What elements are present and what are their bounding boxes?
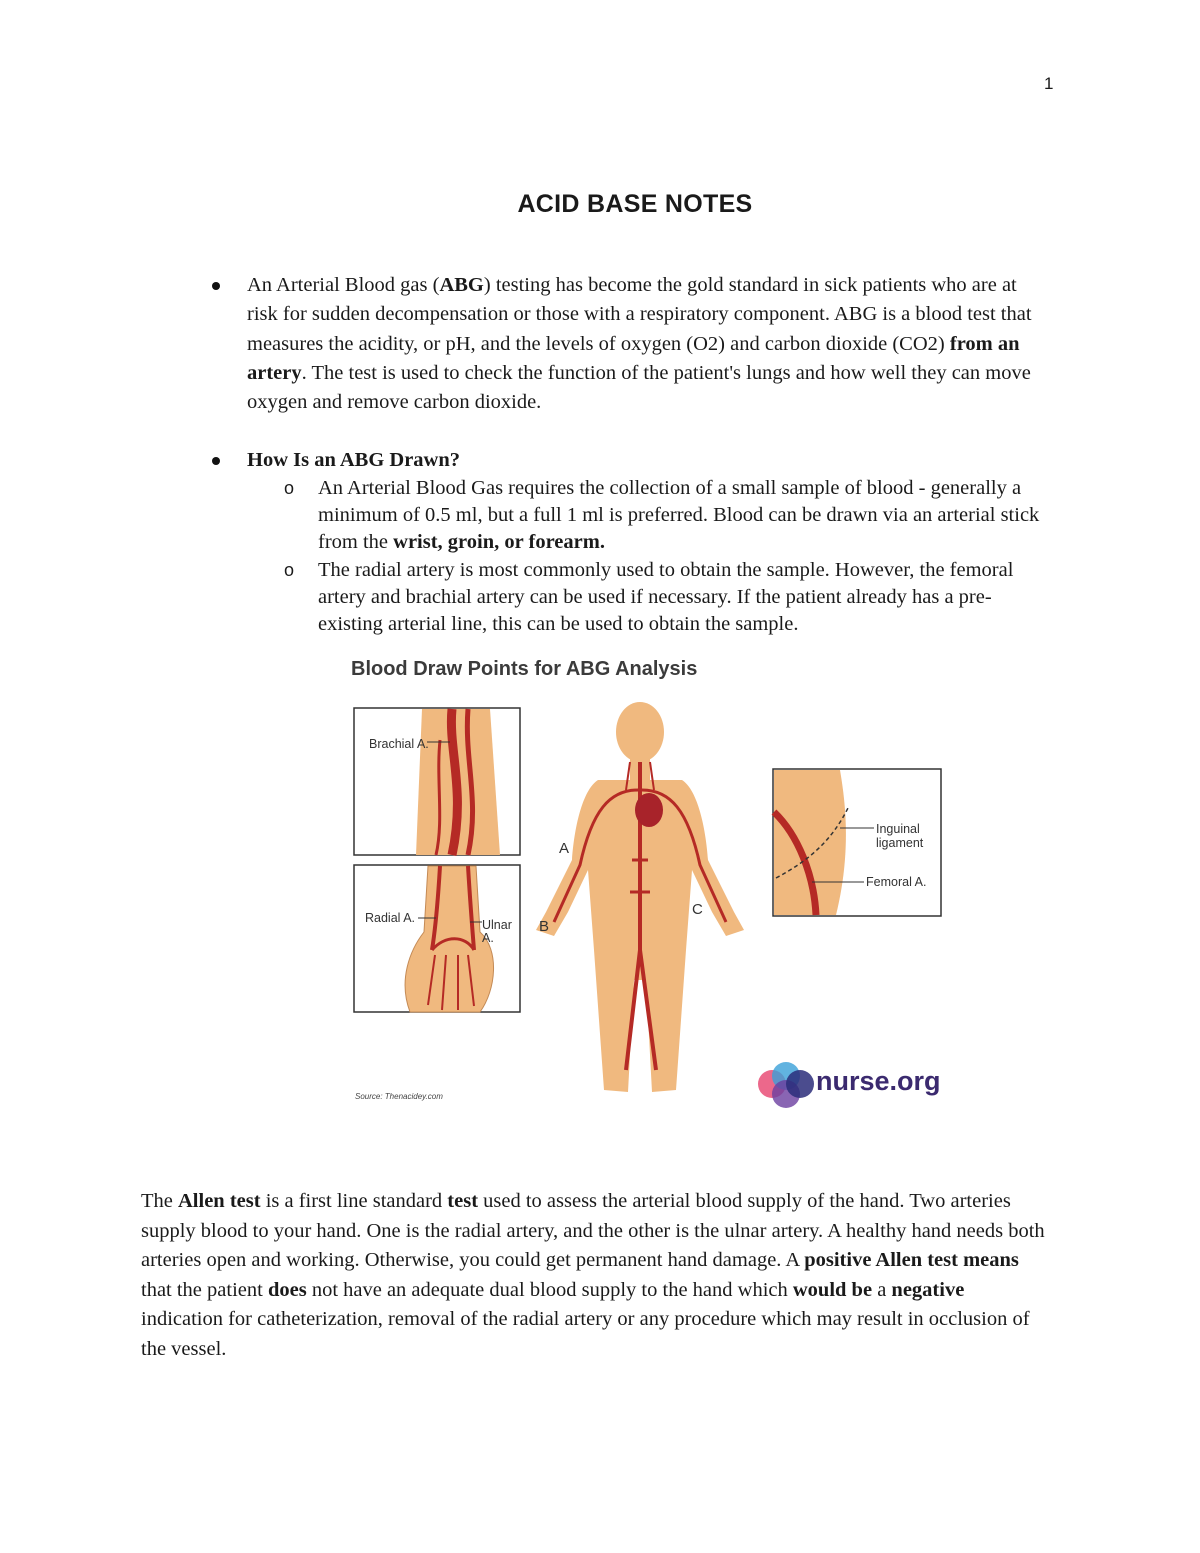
section-heading: How Is an ABG Drawn?: [247, 449, 461, 471]
figure-source: Source: Thenacidey.com: [355, 1092, 443, 1101]
sub-bullet-sample: [284, 475, 1048, 557]
label-inguinal: Inguinal: [876, 822, 920, 836]
nurse-org-logo-icon: [758, 1062, 814, 1108]
document-title: ACID BASE NOTES: [517, 190, 753, 218]
paragraph-text: is a first line standard: [260, 1190, 448, 1212]
label-point-a: A: [559, 840, 570, 857]
sub-bullet-radial: [284, 557, 1048, 639]
bullet-abg-definition: [247, 271, 1047, 417]
sub-bullet-marker: o: [284, 560, 295, 580]
bold-would-be: would be: [792, 1278, 873, 1301]
bullet-text: . The test is used to check the function of the patient's lungs and how well they can move oxygen and remove carbon dioxide.: [247, 361, 1031, 414]
bullet-text: ) testing has become the gold standard in sick patients who are at risk for sudden decompensation or those with a respiratory component. ABG is a blood test that measures the acidity, or pH, and the levels of oxygen (O2) and carbon dioxide (CO2): [247, 274, 1032, 355]
human-figure: [536, 702, 744, 1092]
paragraph-text: not have an adequate dual blood supply to the hand which: [306, 1278, 793, 1301]
paragraph-text: The: [141, 1190, 178, 1212]
label-ligament: ligament: [876, 836, 924, 850]
label-point-c: C: [692, 901, 703, 918]
sub-bullet-marker: o: [284, 478, 295, 498]
bullet-bold-abg: ABG: [439, 274, 484, 296]
bullet-marker: [212, 282, 220, 290]
label-ulnar: Ulnar: [482, 918, 512, 932]
bold-does: does: [267, 1278, 307, 1301]
bold-test: test: [447, 1190, 479, 1212]
sub-bullet-bold-sites: wrist, groin, or forearm.: [393, 531, 605, 554]
paragraph-text: used to assess the arterial blood supply of the hand. Two arteries supply blood to your hand. One is the radial artery, and the other is the ulnar artery. A healthy hand needs both arteries open and working. Otherwise, you could get permanent hand damage. A: [141, 1190, 1045, 1272]
allen-test-paragraph: [141, 1187, 1051, 1365]
label-brachial: Brachial A.: [369, 737, 429, 751]
anatomy-illustration: [340, 650, 960, 1120]
brachial-panel: [354, 708, 520, 855]
paragraph-text: a: [872, 1278, 892, 1301]
bullet-bold-artery: from an artery: [247, 332, 1020, 384]
paragraph-text: indication for catheterization, removal of the radial artery or any procedure which may result in occlusion of the vessel.: [141, 1308, 1030, 1360]
bullet-how-drawn: [247, 446, 1047, 475]
nurse-org-logo-text: nurse.org: [816, 1066, 941, 1096]
paragraph-text: that the patient: [141, 1278, 268, 1301]
sub-bullet-text: An Arterial Blood Gas requires the collection of a small sample of blood - generally a minimum of 0.5 ml, but a full 1 ml is preferred. Blood can be drawn via an arterial stick from the: [318, 477, 1040, 554]
label-point-b: B: [539, 918, 550, 935]
bullet-text: An Arterial Blood gas (: [247, 274, 440, 296]
label-ulnar-a: A.: [482, 931, 494, 945]
bold-negative: negative: [891, 1278, 965, 1301]
blood-draw-figure: [340, 650, 960, 1120]
bold-positive-allen: positive Allen test means: [804, 1249, 1019, 1272]
sub-bullet-text: The radial artery is most commonly used to obtain the sample. However, the femoral artery and brachial artery can be used if necessary. If the patient already has a pre-existing arterial line, this can be used to obtain the sample.: [318, 559, 1014, 636]
label-femoral: Femoral A.: [866, 875, 927, 889]
page-number: 1: [1044, 74, 1054, 93]
wrist-panel: [354, 865, 520, 1012]
bullet-marker: [212, 457, 220, 465]
label-radial: Radial A.: [365, 911, 416, 925]
figure-title: Blood Draw Points for ABG Analysis: [351, 658, 698, 680]
bold-allen-test: Allen test: [178, 1190, 261, 1212]
